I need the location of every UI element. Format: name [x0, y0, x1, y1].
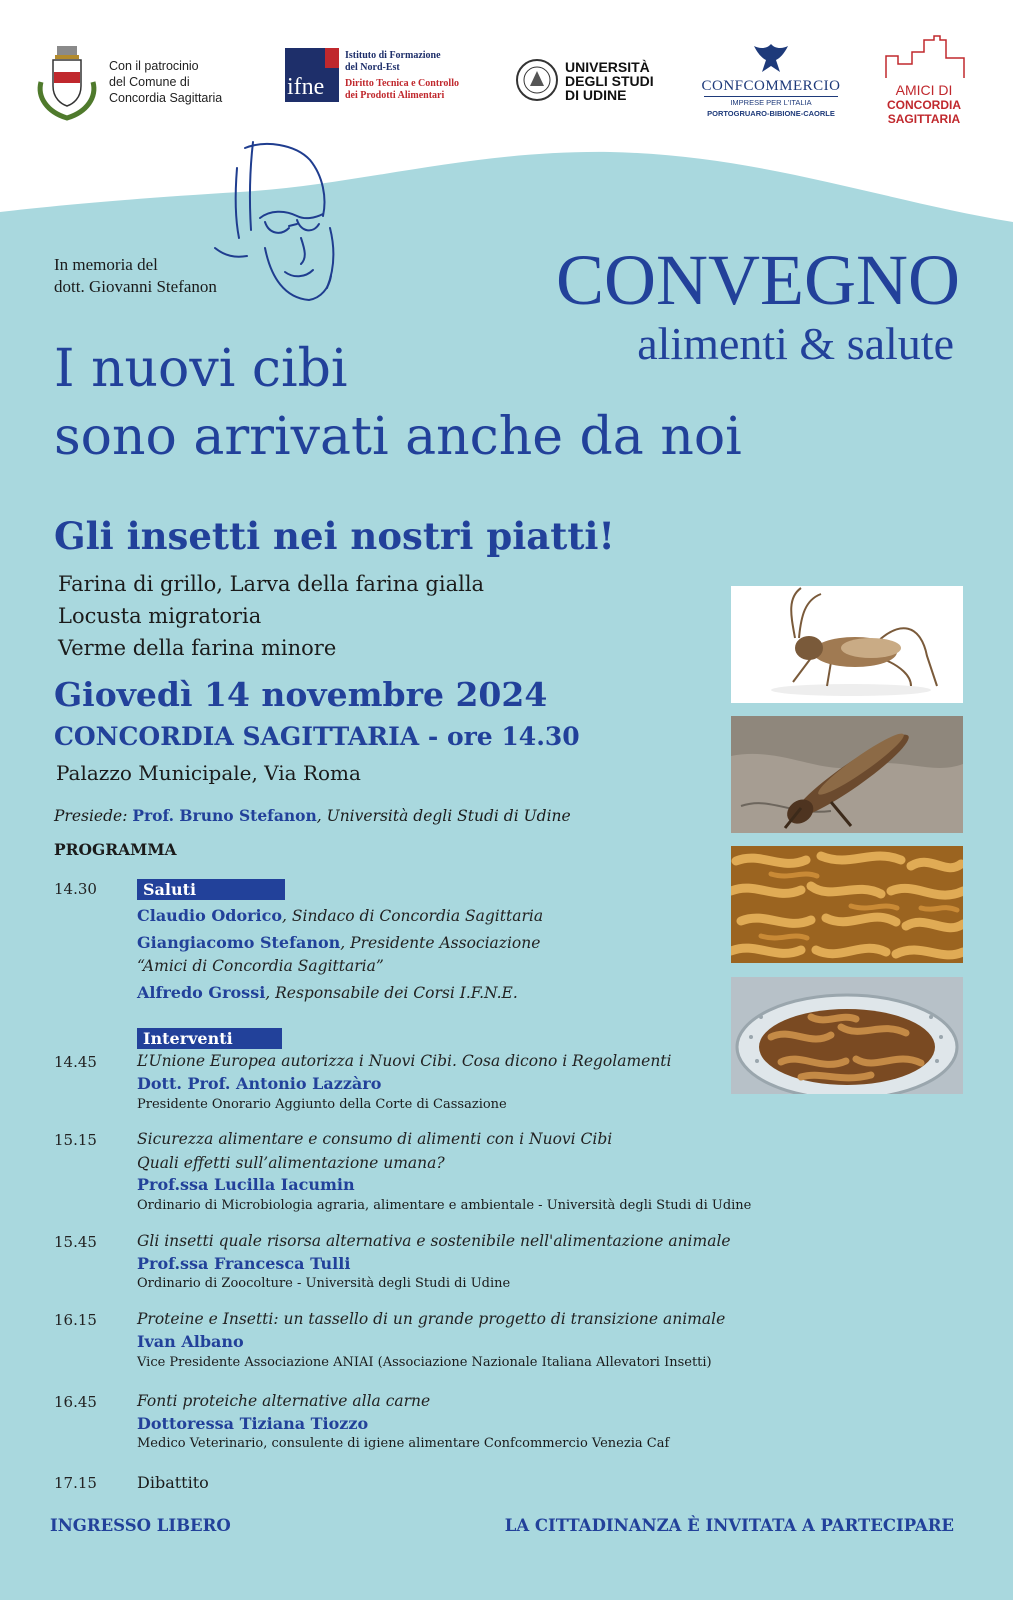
ifne-text-3: Diritto Tecnica e Controllo: [345, 78, 459, 89]
event-place-time: CONCORDIA SAGITTARIA - ore 14.30: [54, 722, 580, 751]
talk-title-2: Quali effetti sull’alimentazione umana?: [137, 1154, 445, 1172]
talk-title: Proteine e Insetti: un tassello di un grande progetto di transizione animale: [137, 1310, 726, 1328]
programma-label: PROGRAMMA: [54, 840, 177, 859]
footer-ingresso: INGRESSO LIBERO: [50, 1516, 231, 1535]
insect-line-1: Farina di grillo, Larva della farina gialla: [58, 572, 485, 596]
insect-line-2: Locusta migratoria: [58, 604, 262, 628]
comune-text-3: Concordia Sagittaria: [109, 91, 223, 105]
saluti-name-2: Giangiacomo Stefanon: [137, 933, 341, 952]
saluti-name-1: Claudio Odorico: [137, 906, 283, 925]
talk-role: Ordinario di Microbiologia agraria, alimentare e ambientale - Università degli Studi di Udine: [137, 1198, 752, 1213]
talk-time: 14.45: [54, 1053, 97, 1071]
ifne-text-4: dei Prodotti Alimentari: [345, 90, 445, 101]
cricket-icon: [731, 586, 963, 703]
convegno-subtitle: alimenti & salute: [637, 318, 954, 369]
talk-role: Vice Presidente Associazione ANIAI (Associazione Nazionale Italiana Allevatori Insetti): [137, 1355, 712, 1370]
talk-time: 16.45: [54, 1393, 97, 1411]
event-venue: Palazzo Municipale, Via Roma: [56, 761, 361, 785]
amici-text-3: SAGITTARIA: [887, 112, 961, 126]
comune-text-1: Con il patrocinio: [109, 59, 199, 73]
presiede-affiliation: , Università degli Studi di Udine: [316, 807, 571, 825]
talk-speaker: Prof.ssa Lucilla Iacumin: [137, 1175, 355, 1194]
talk-speaker: Dottoressa Tiziana Tiozzo: [137, 1414, 369, 1433]
presiede-line: [54, 806, 571, 825]
ifne-logo: [285, 48, 475, 102]
talk-speaker: Ivan Albano: [137, 1332, 244, 1351]
ifne-mark: ifne: [287, 74, 325, 100]
presiede-name: Prof. Bruno Stefanon: [132, 806, 317, 825]
subhead: Gli insetti nei nostri piatti!: [54, 514, 615, 558]
comune-logo: [33, 42, 223, 122]
castle-outline-icon: [884, 34, 966, 80]
headline-line-2: sono arrivati anche da noi: [54, 407, 742, 467]
eagle-icon: [752, 42, 790, 76]
talk-role: Medico Veterinario, consulente di igiene alimentare Confcommercio Venezia Caf: [137, 1436, 670, 1451]
interventi-tag: Interventi: [137, 1028, 282, 1049]
saluti-role-1: , Sindaco di Concordia Sagittaria: [282, 907, 544, 925]
talk-time: 16.15: [54, 1311, 97, 1329]
udine-logo: [515, 58, 675, 108]
mealworm-photo: [731, 846, 963, 963]
footer-invito: LA CITTADINANZA È INVITATA A PARTECIPARE: [504, 1516, 954, 1535]
memoria-line-1: In memoria del: [54, 255, 158, 274]
saluti-tag: Saluti: [137, 879, 285, 900]
cricket-photo: [731, 586, 963, 703]
university-seal-icon: [515, 58, 559, 102]
saluti-role-2b: “Amici di Concordia Sagittaria”: [137, 957, 384, 975]
udine-text-3: DI UDINE: [565, 87, 627, 103]
talk-role: Presidente Onorario Aggiunto della Corte di Cassazione: [137, 1097, 507, 1112]
saluti-time: 14.30: [54, 880, 97, 898]
ifne-text-1: Istituto di Formazione: [345, 50, 441, 61]
memoria-line-2: dott. Giovanni Stefanon: [54, 277, 217, 296]
amici-text-1: AMICI DI: [895, 82, 953, 98]
ifne-text-2: del Nord-Est: [345, 62, 400, 73]
talk-title: Sicurezza alimentare e consumo di alimenti con i Nuovi Cibi: [137, 1130, 613, 1148]
confcommercio-logo: [700, 42, 842, 120]
confcommercio-place: PORTOGRUARO-BIBIONE-CAORLE: [707, 109, 835, 118]
comune-text-2: del Comune di: [109, 75, 190, 89]
talk-title: Gli insetti quale risorsa alternativa e sostenibile nell'alimentazione animale: [137, 1232, 731, 1250]
locust-icon: [731, 716, 963, 833]
saluti-name-3: Alfredo Grossi: [137, 983, 266, 1002]
insect-line-3: Verme della farina minore: [58, 636, 337, 660]
talk-title: L’Unione Europea autorizza i Nuovi Cibi. Cosa dicono i Regolamenti: [137, 1052, 672, 1070]
colander-photo: [731, 977, 963, 1094]
talk-time: 15.45: [54, 1233, 97, 1251]
mealworm-pile-icon: [731, 846, 963, 963]
saluti-person-3: [137, 983, 518, 1002]
talk-title: Fonti proteiche alternative alla carne: [137, 1392, 431, 1410]
saluti-person-1: [137, 906, 543, 925]
locust-photo: [731, 716, 963, 833]
dibattito-time: 17.15: [54, 1474, 97, 1492]
confcommercio-name: CONFCOMMERCIO: [701, 78, 841, 94]
amici-text-2: CONCORDIA: [887, 98, 961, 112]
presiede-label: Presiede:: [54, 807, 128, 825]
udine-text-1: UNIVERSITÀ: [565, 59, 650, 75]
saluti-role-3: , Responsabile dei Corsi I.F.N.E.: [265, 984, 518, 1002]
convegno-title: CONVEGNO: [556, 240, 960, 320]
udine-text-2: DEGLI STUDI: [565, 73, 654, 89]
headline-line-1: I nuovi cibi: [54, 339, 348, 399]
saluti-person-2: [137, 933, 540, 952]
saluti-role-2: , Presidente Associazione: [340, 934, 541, 952]
dibattito-label: Dibattito: [137, 1473, 209, 1492]
comune-crest-icon: [33, 42, 101, 122]
portrait-sketch-icon: [205, 138, 340, 308]
confcommercio-sub: IMPRESE PER L'ITALIA: [730, 98, 812, 107]
amici-logo: [878, 34, 970, 130]
talk-role: Ordinario di Zoocolture - Università degli Studi di Udine: [137, 1276, 511, 1291]
talk-time: 15.15: [54, 1131, 97, 1149]
talk-speaker: Prof.ssa Francesca Tulli: [137, 1254, 351, 1273]
event-date: Giovedì 14 novembre 2024: [54, 675, 548, 714]
talk-speaker: Dott. Prof. Antonio Lazzàro: [137, 1074, 382, 1093]
colander-mealworm-icon: [731, 977, 963, 1094]
